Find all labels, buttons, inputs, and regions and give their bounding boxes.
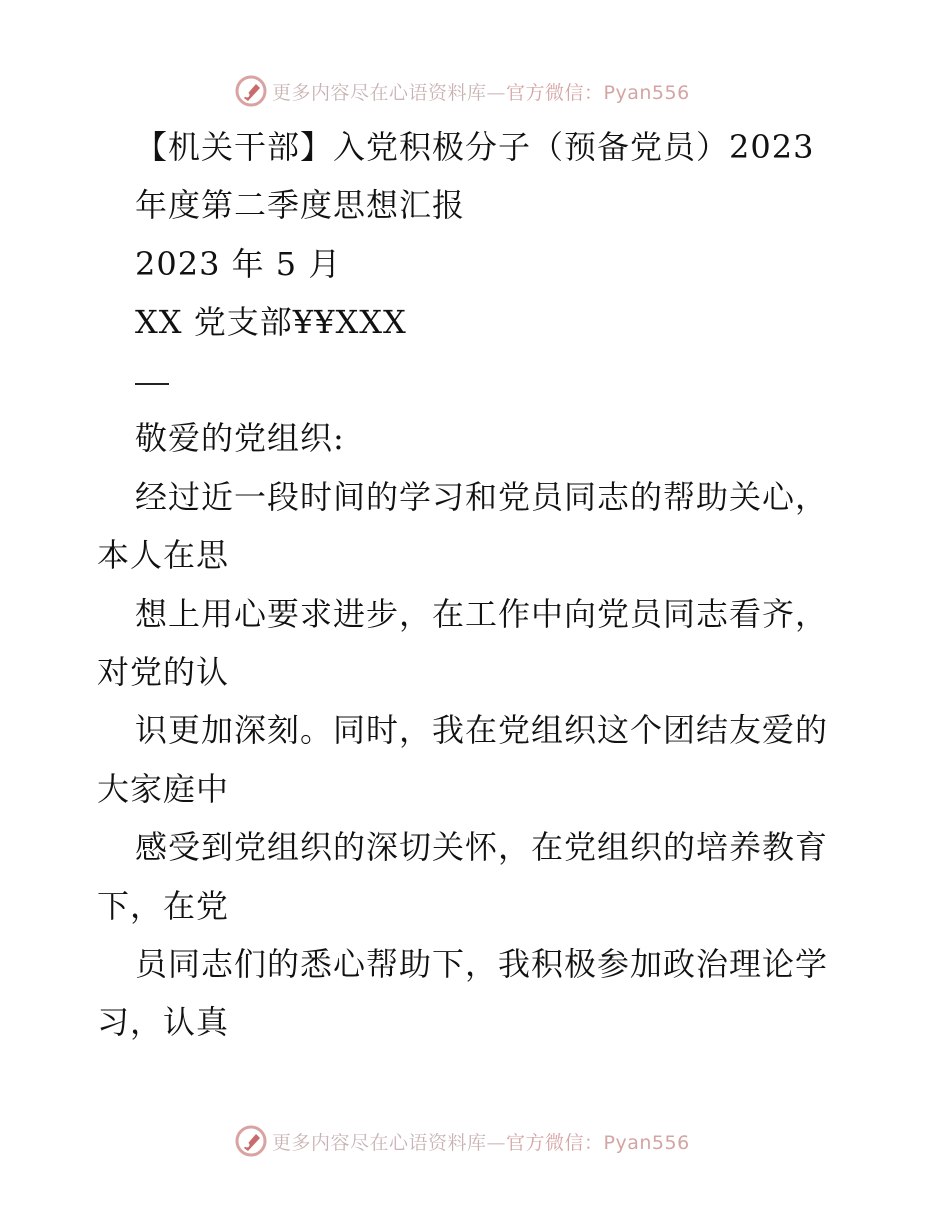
- pen-nib-logo-icon: [234, 1124, 268, 1158]
- footer-watermark-banner: [0, 1120, 950, 1160]
- body-line: 想上用心要求进步，在工作中向党员同志看齐，: [135, 595, 829, 633]
- header-watermark-banner: [0, 70, 950, 110]
- body-line: 经过近一段时间的学习和党员同志的帮助关心，: [135, 478, 829, 516]
- document-title-line-2: 年度第二季度思想汇报: [135, 186, 466, 224]
- body-line: 习，认真: [97, 1003, 230, 1041]
- pen-nib-logo-icon: [234, 74, 268, 108]
- document-title-line-1: 【机关干部】入党积极分子（预备党员）2023: [135, 128, 815, 166]
- body-line: 本人在思: [97, 536, 230, 574]
- body-line: 下，在党: [97, 887, 230, 925]
- document-author: XX 党支部¥¥XXX: [135, 303, 407, 341]
- body-line: 感受到党组织的深切关怀，在党组织的培养教育: [135, 828, 829, 866]
- salutation: 敬爱的党组织:: [135, 419, 345, 457]
- body-line: 对党的认: [97, 653, 230, 691]
- divider-dash: [135, 383, 169, 385]
- document-date: 2023 年 5 月: [135, 245, 342, 283]
- body-line: 识更加深刻。同时，我在党组织这个团结友爱的: [135, 711, 829, 749]
- body-line: 员同志们的悉心帮助下，我积极参加政治理论学: [135, 945, 829, 983]
- watermark-text: 更多内容尽在心语资料库—官方微信：Pyan556: [272, 81, 690, 104]
- body-line: 大家庭中: [97, 770, 230, 808]
- watermark-text: 更多内容尽在心语资料库—官方微信：Pyan556: [272, 1131, 690, 1154]
